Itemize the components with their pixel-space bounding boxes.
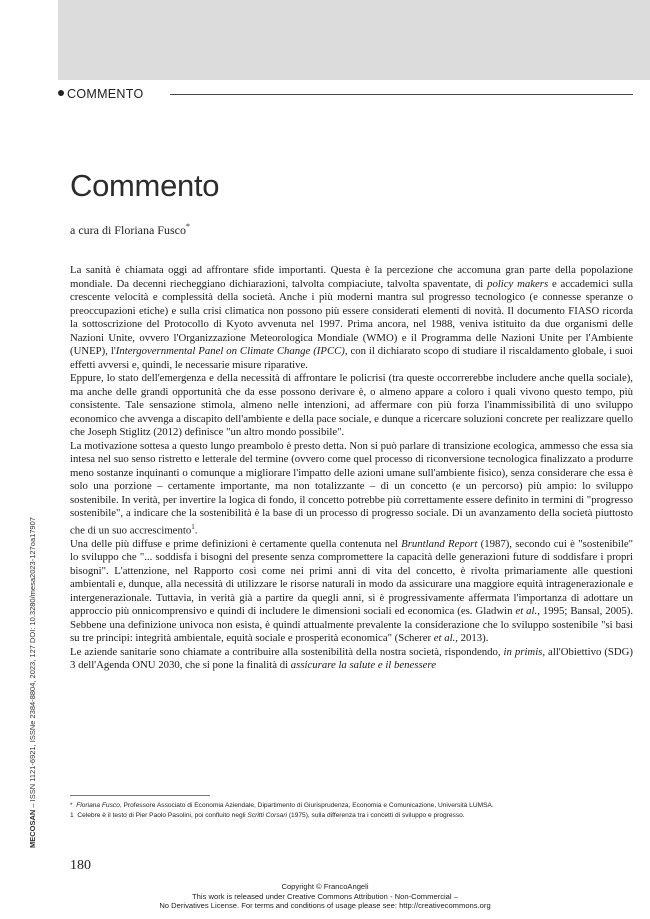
- footnotes: [70, 801, 633, 821]
- bullet-icon: [58, 90, 64, 96]
- footnote-ref: 1: [191, 522, 195, 531]
- section-label: COMMENTO: [67, 87, 144, 101]
- article-body: [70, 264, 633, 673]
- journal-side-note: [28, 517, 37, 848]
- license-line: This work is released under Creative Commons Attribution - Non-Commercial –: [192, 891, 458, 901]
- footnote: * Floriana Fusco, Professore Associato di Economia Aziendale, Dipartimento di Giurisprudenza, Economia e Comunicazione, Università LUMSA.: [70, 802, 494, 809]
- section-rule: [170, 94, 633, 95]
- section-header: [58, 86, 633, 102]
- journal-name: MECOSAN: [28, 809, 37, 848]
- copyright-notice: [0, 882, 650, 911]
- license-line: No Derivatives License. For terms and conditions of usage please see: http://creativecommons.org: [159, 901, 491, 910]
- footnote-divider: [70, 795, 210, 796]
- byline: [70, 222, 190, 238]
- byline-text: a cura di Floriana Fusco: [70, 223, 186, 237]
- footnote: 1 Celebre è il testo di Pier Paolo Pasolini, poi confluito negli Scritti Corsari (1975), sulla differenza tra i concetti di sviluppo e progresso.: [70, 812, 465, 819]
- byline-footnote-mark: *: [185, 222, 190, 231]
- header-band: [58, 0, 650, 80]
- copyright-line: Copyright © FrancoAngeli: [281, 882, 369, 891]
- article-title: Commento: [70, 168, 220, 203]
- page-number: 180: [70, 858, 91, 873]
- paragraph: La sanità è chiamata oggi ad affrontare sfide importanti. Questa è la percezione che accomuna gran parte della popolazione mondiale. Da decenni riecheggiano dichiarazioni, talvolta compiaciute, talvolta spaventate, di policy makers e accademici sulla crescente velocità e complessità della società. Anche i più moderni mantra sul progresso tecnologico (e connesse speranze o preoccupazioni etiche) e sulla crisi climatica non possono più essere considerati elementi di novità. Il documento FIASO ricorda la sottoscrizione del Protocollo di Kyoto avvenuta nel 1997. Prima ancora, nel 1988, veniva istituito da due organismi delle Nazioni Unite, ovvero l'Organizzazione Meteorologica Mondiale (WMO) e il Programma delle Nazioni Unite per l'Ambiente (UNEP), l'Intergovernmental Panel on Climate Change (IPCC), con il dichiarato scopo di studiare il riscaldamento globale, i suoi effetti avversi e, quindi, le necessarie misure riparative.: [70, 264, 634, 371]
- paragraph: La motivazione sottesa a questo lungo preambolo è presto detta. Non si può parlare di transizione ecologica, ammesso che essa sia intesa nel suo senso ristretto e letterale del termine (ovvero come quel processo di riconversione tecnologica finalizzato a produrre meno sostanze inquinanti o comunque a migliorare l'impatto delle azioni umane sull'ambiente fisico), senza considerare che essa è solo una porzione – certamente importante, ma non totalizzante – di un concetto (e un percorso) più ampio: lo sviluppo sostenibile. In verità, per invertire la logica di fondo, il concetto potrebbe più correttamente essere definito in termini di "progresso sostenibile", a indicare che la sostenibilità è la base di un processo di progresso sociale. Di un avanzamento della società piuttosto che di un suo accrescimento$^1$.: [70, 439, 633, 537]
- paragraph: Eppure, lo stato dell'emergenza e della necessità di affrontare le policrisi (tra queste occorrerebbe includere anche quella sociale), ma anche delle grandi opportunità che da esse possono derivare è, o almeno appare a coloro i quali vivono questo tempo, più consistente. Tale sensazione stimola, almeno nelle intenzioni, ad affermare con più forza l'inammissibilità di uno sviluppo economico che avvenga a discapito dell'ambiente e della pace sociale, e dunque a ricercare soluzioni concrete per realizzare quello che Joseph Stiglitz (2012) definisce "un altro mondo possibile".: [70, 372, 633, 438]
- paragraph: Una delle più diffuse e prime definizioni è certamente quella contenuta nel Bruntland Report (1987), secondo cui è "sostenibile" lo sviluppo che "... soddisfa i bisogni del presente senza compromettere la capacità delle generazioni future di soddisfare i propri bisogni". L'attenzione, nel Rapporto così come nei primi anni di vita del concetto, è rivolta primariamente alle questioni ambientali e, dunque, alla necessità di utilizzare le risorse naturali in modo da assicurare una maggiore equità intragenerazionale e intergenerazionale. Tuttavia, in verità già a partire da quegli anni, si è progressivamente affermata l'importanza di adottare un approccio più onnicomprensivo e quindi di includere le dimensioni sociali ed economica (es. Gladwin et al., 1995; Bansal, 2005). Sebbene una definizione univoca non esista, è quindi attualmente prevalente la considerazione che lo sviluppo sostenibile "si basi su tre principi: integrità ambientale, equità sociale e prosperità economica" (Scherer et al., 2013).: [70, 537, 634, 645]
- journal-details: – ISSN 1121-6921, ISSNe 2384-8804, 2023, 127 DOI: 10.3280/mesa2023-127oa17907: [28, 517, 37, 810]
- paragraph: Le aziende sanitarie sono chiamate a contribuire alla sostenibilità della nostra società, rispondendo, in primis, all'Obiettivo (SDG) 3 dell'Agenda ONU 2030, che si pone la finalità di assicurare la salute e il benessere: [70, 645, 634, 672]
